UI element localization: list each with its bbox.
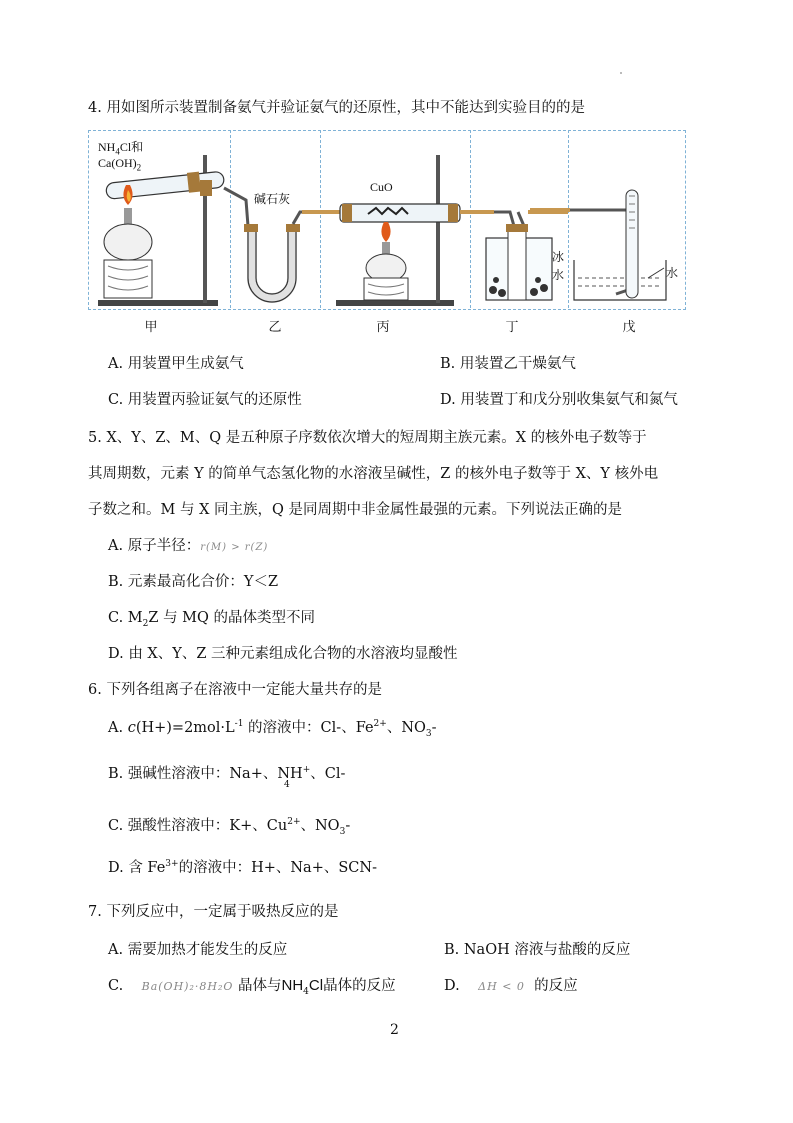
label-jia: 甲	[144, 320, 158, 335]
label-yi: 乙	[268, 320, 282, 335]
q5-option-b: B. 元素最高化合价：Y＜Z	[108, 574, 279, 590]
reagent-label-2: $Ca(OH)_2$	[98, 156, 142, 173]
q6-option-c: C. 强酸性溶液中：K+、$Cu^{2+}$、$NO_3-$	[108, 817, 351, 837]
q4-option-a: A. 用装置甲生成氨气	[108, 356, 244, 372]
q6-option-b: B. 强碱性溶液中：Na+、NH+、Cl-	[108, 765, 346, 782]
label-bing: 丙	[376, 320, 390, 335]
q4-option-c: C. 用装置丙验证氨气的还原性	[108, 392, 302, 408]
enthalpy-formula: ΔH < 0	[478, 980, 525, 993]
q4-stem: 4. 用如图所示装置制备氨气并验证氨气的还原性，其中不能达到实验目的的是	[88, 100, 585, 116]
q4-option-b: B. 用装置乙干燥氨气	[440, 356, 576, 372]
radius-formula: r(M) > r(Z)	[200, 542, 269, 553]
q7-stem: 7. 下列反应中，一定属于吸热反应的是	[88, 904, 339, 920]
q5-stem-line2: 其周期数，元素 Y 的简单气态氢化物的水溶液呈碱性，Z 的核外电子数等于 X、Y 核外电	[88, 466, 659, 482]
cuo-label: CuO	[370, 180, 393, 194]
q5-stem-line3: 子数之和。M 与 X 同主族，Q 是同周期中非金属性最强的元素。下列说法正确的是	[88, 502, 622, 518]
q7-option-c: C. Ba(OH)₂·8H₂O 晶体与$NH_4Cl$晶体的反应	[108, 977, 396, 997]
q5-option-a: A. 原子半径：r(M) > r(Z)	[108, 538, 269, 554]
water-label: 水	[666, 266, 679, 280]
q6-stem: 6. 下列各组离子在溶液中一定能大量共存的是	[88, 682, 382, 698]
page-mark	[620, 72, 622, 74]
apparatus-diagram	[88, 130, 686, 310]
label-ding: 丁	[505, 320, 519, 335]
barium-formula: Ba(OH)₂·8H₂O	[141, 980, 234, 993]
q5-option-d: D. 由 X、Y、Z 三种元素组成化合物的水溶液均显酸性	[108, 646, 458, 662]
apparatus-drawing	[88, 130, 686, 310]
reagent-label-1: $NH_4Cl$和	[98, 140, 144, 157]
q5-stem-line1: 5. X、Y、Z、M、Q 是五种原子序数依次增大的短周期主族元素。X 的核外电子数等于	[88, 430, 647, 446]
label-wu: 戊	[622, 320, 636, 335]
nh4-subscript: 4	[284, 780, 290, 790]
page-number: 2	[390, 1022, 399, 1038]
ice-water-label-1: 冰	[552, 250, 565, 264]
soda-lime-label: 碱石灰	[254, 192, 291, 206]
ice-water-label-2: 水	[552, 268, 565, 282]
q7-option-b: B. NaOH 溶液与盐酸的反应	[444, 942, 631, 958]
q6-option-a: A. $c(H+)=2mol\cdot L^{-1}$ 的溶液中：Cl-、$Fe^{2+}$、$NO_3-$	[108, 719, 437, 739]
q7-option-a: A. 需要加热才能发生的反应	[108, 942, 288, 958]
q7-option-d: D. ΔH < 0 的反应	[444, 978, 578, 994]
q5-option-c: C. $M_2Z$ 与 MQ 的晶体类型不同	[108, 610, 316, 629]
q4-option-d: D. 用装置丁和戊分别收集氨气和氮气	[440, 392, 678, 408]
q6-option-d: D. 含 $Fe^{3+}$的溶液中：H+、Na+、SCN-	[108, 859, 377, 876]
